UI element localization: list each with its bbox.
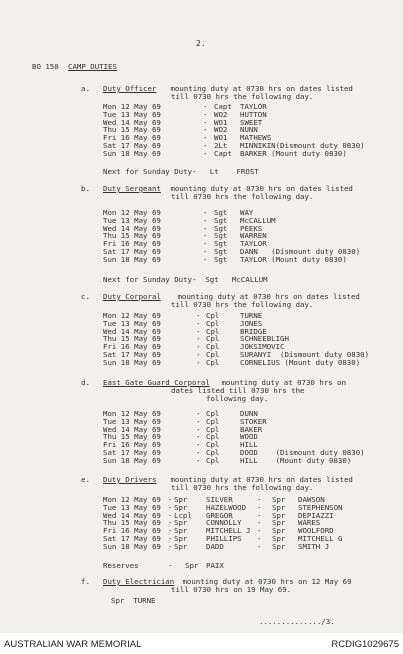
roster-dash: -: [196, 342, 201, 352]
roster-dash: -: [168, 541, 173, 551]
roster-rank: WO2: [214, 109, 228, 119]
roster-date: Tue 13 May 69: [103, 416, 161, 426]
page-number: 2.: [196, 39, 206, 48]
section-title-d: East Gate Guard Corporal: [103, 378, 210, 387]
roster-name: JONES: [240, 318, 263, 328]
section-text-c: till 0730 hrs the following day.: [171, 300, 314, 309]
section-text-a: till 0730 hrs the following day.: [171, 92, 314, 101]
archive-footer: [0, 633, 403, 654]
roster-name: CORNELIUS (Mount duty 0830): [240, 357, 361, 367]
section-text-e: till 0730 hrs the following day.: [171, 483, 314, 492]
continuation-marker: ............../3.: [259, 617, 335, 626]
roster-dash: -: [196, 311, 201, 320]
driver-rank: Spr: [272, 502, 286, 512]
roster-rank: Cpl: [206, 311, 220, 320]
roster-name: DUNN: [240, 409, 258, 418]
roster-dash: -: [257, 526, 262, 536]
roster-rank: Sgt: [214, 208, 228, 217]
roster-rank: WO2: [214, 125, 228, 135]
roster-dash: -: [196, 440, 201, 450]
roster-dash: -: [203, 102, 208, 111]
roster-dash: -: [168, 510, 173, 520]
roster-rank: Cpl: [206, 326, 220, 336]
reserves-rank: Spr: [185, 561, 199, 570]
section-text-d: dates listed till 0730 hrs the: [171, 386, 305, 395]
driver-rank: Spr: [174, 541, 188, 551]
roster-dash: -: [203, 141, 208, 150]
roster-date: Sun 18 May 69: [103, 148, 161, 158]
driver-name: CONNOLLY: [206, 518, 242, 528]
roster-rank: Cpl: [206, 416, 220, 426]
document-heading: CAMP DUTIES: [68, 62, 117, 71]
roster-name: DOOD (Dismount duty 0830): [240, 448, 365, 457]
roster-date: Sun 18 May 69: [103, 455, 161, 465]
next-sunday-duty: Next for Sunday Duty- Lt FROST: [103, 167, 259, 176]
roster-rank: Capt: [214, 102, 232, 111]
section-text-b: till 0730 hrs the following day.: [171, 192, 314, 201]
roster-rank: Cpl: [206, 342, 220, 352]
driver-rank: Spr: [272, 518, 286, 528]
roster-dash: -: [203, 254, 208, 264]
driver-date: Wed 14 May 69: [103, 510, 161, 520]
footer-source: AUSTRALIAN WAR MEMORIAL: [4, 639, 142, 650]
roster-rank: Cpl: [206, 455, 220, 465]
roster-date: Wed 14 May 69: [103, 326, 161, 336]
driver-date: Tue 13 May 69: [103, 502, 161, 512]
roster-date: Wed 14 May 69: [103, 223, 161, 233]
roster-date: Tue 13 May 69: [103, 318, 161, 328]
section-text-f: mounting duty at 0730 hrs on 12 May 69: [178, 577, 352, 586]
roster-dash: -: [196, 416, 201, 426]
roster-rank: WO1: [214, 133, 228, 143]
section-title-e: Duty Drivers: [103, 475, 157, 484]
driver-name: DAWSON: [298, 495, 325, 504]
section-title-f: Duty Electrician: [103, 577, 175, 586]
roster-date: Thu 15 May 69: [103, 334, 161, 344]
roster-rank: Sgt: [214, 254, 228, 264]
driver-rank: Spr: [174, 526, 188, 536]
driver-rank: Lcpl: [174, 510, 192, 520]
roster-dash: -: [168, 518, 173, 528]
roster-rank: Cpl: [206, 440, 220, 450]
roster-dash: -: [257, 534, 262, 543]
roster-name: STOKER: [240, 416, 267, 426]
driver-date: Sun 18 May 69: [103, 541, 161, 551]
section-letter-a: a.: [81, 84, 90, 93]
section-text-b: mounting duty at 0730 hrs on dates listed: [166, 184, 353, 193]
roster-rank: Cpl: [206, 334, 220, 344]
roster-date: Fri 16 May 69: [103, 239, 161, 249]
roster-name: WOOD: [240, 432, 258, 442]
roster-name: TURNE: [240, 311, 263, 320]
roster-dash: -: [257, 502, 262, 512]
roster-date: Fri 16 May 69: [103, 342, 161, 352]
roster-dash: -: [168, 561, 173, 570]
driver-date: Fri 16 May 69: [103, 526, 161, 536]
section-letter-e: e.: [81, 475, 90, 484]
roster-date: Sat 17 May 69: [103, 350, 161, 359]
reserves-name: PAIX: [206, 561, 224, 570]
roster-dash: -: [168, 526, 173, 536]
roster-name: SURANYI (Dismount duty 0830): [240, 350, 370, 359]
roster-date: Fri 16 May 69: [103, 133, 161, 143]
section-text-c: mounting duty at 0730 hrs on dates listed: [173, 292, 360, 301]
roster-rank: Capt: [214, 148, 232, 158]
roster-dash: -: [196, 326, 201, 336]
section-title-b: Duty Sergeant: [103, 184, 161, 193]
driver-date: Sat 17 May 69: [103, 534, 161, 543]
driver-rank: Spr: [272, 526, 286, 536]
roster-rank: Cpl: [206, 432, 220, 442]
roster-dash: -: [203, 239, 208, 249]
roster-dash: -: [196, 448, 201, 457]
roster-name: McCALLUM: [240, 215, 276, 225]
roster-rank: Cpl: [206, 357, 220, 367]
roster-dash: -: [196, 334, 201, 344]
roster-name: TAYLOR: [240, 239, 267, 249]
driver-name: WOOLFORD: [298, 526, 334, 536]
roster-dash: -: [203, 133, 208, 143]
driver-rank: Spr: [174, 495, 188, 504]
roster-date: Wed 14 May 69: [103, 424, 161, 434]
roster-date: Mon 12 May 69: [103, 409, 161, 418]
section-title-c: Duty Corporal: [103, 292, 161, 301]
section-letter-b: b.: [81, 184, 90, 193]
section-text-d: mounting duty at 0730 hrs on: [217, 378, 347, 387]
roster-name: BRIDGE: [240, 326, 267, 336]
driver-rank: Spr: [272, 541, 286, 551]
roster-date: Wed 14 May 69: [103, 117, 161, 127]
electrician-name: Spr TURNE: [111, 596, 156, 605]
roster-dash: -: [196, 318, 201, 328]
driver-name: DEPIAZZI: [298, 510, 334, 520]
roster-dash: -: [257, 495, 262, 504]
driver-name: HAZELWOOD: [206, 502, 247, 512]
driver-name: STEPHENSON: [298, 502, 343, 512]
roster-dash: -: [203, 117, 208, 127]
roster-name: PEEKS: [240, 223, 263, 233]
roster-name: MATHEWS: [240, 133, 272, 143]
driver-name: GREGOR: [206, 510, 233, 520]
driver-rank: Spr: [272, 510, 286, 520]
driver-rank: Spr: [174, 502, 188, 512]
section-letter-d: d.: [81, 378, 90, 387]
roster-date: Thu 15 May 69: [103, 432, 161, 442]
roster-dash: -: [257, 510, 262, 520]
driver-rank: Spr: [174, 534, 188, 543]
roster-rank: Cpl: [206, 448, 220, 457]
driver-name: DADD: [206, 541, 224, 551]
roster-dash: -: [203, 148, 208, 158]
roster-date: Sat 17 May 69: [103, 247, 161, 256]
roster-date: Fri 16 May 69: [103, 440, 161, 450]
roster-date: Tue 13 May 69: [103, 109, 161, 119]
roster-name: HUTTON: [240, 109, 267, 119]
roster-name: WAY: [240, 208, 254, 217]
roster-name: SCHNEEBLIGH: [240, 334, 289, 344]
driver-name: WARES: [298, 518, 321, 528]
roster-name: NUNN: [240, 125, 258, 135]
roster-dash: -: [196, 432, 201, 442]
section-letter-c: c.: [81, 292, 90, 301]
driver-name: PHILLIPS: [206, 534, 242, 543]
driver-date: Thu 15 May 69: [103, 518, 161, 528]
driver-name: SILVER: [206, 495, 233, 504]
roster-dash: -: [196, 350, 201, 359]
driver-name: MITCHELL J: [206, 526, 251, 536]
section-text-a: mounting duty at 0730 hrs on dates listed: [166, 84, 353, 93]
section-text-e: mounting duty at 0730 hrs on dates listed: [166, 475, 353, 484]
roster-rank: Cpl: [206, 424, 220, 434]
roster-date: Sat 17 May 69: [103, 141, 161, 150]
roster-dash: -: [203, 231, 208, 241]
roster-date: Mon 12 May 69: [103, 208, 161, 217]
roster-dash: -: [196, 455, 201, 465]
driver-rank: Spr: [272, 495, 286, 504]
roster-rank: Cpl: [206, 350, 220, 359]
roster-dash: -: [203, 109, 208, 119]
roster-date: Sat 17 May 69: [103, 448, 161, 457]
section-text-d: following day.: [206, 394, 269, 403]
roster-dash: -: [196, 424, 201, 434]
roster-dash: -: [168, 502, 173, 512]
roster-rank: 2Lt: [214, 141, 228, 150]
roster-dash: -: [203, 223, 208, 233]
footer-catalogue-id: RCDIG1029675: [331, 639, 399, 650]
roster-rank: Sgt: [214, 231, 228, 241]
reserves-label: Reserves: [103, 561, 139, 570]
roster-name: DANN (Dismount duty 0830): [240, 247, 361, 256]
roster-date: Sun 18 May 69: [103, 254, 161, 264]
roster-name: HILL: [240, 440, 258, 450]
section-letter-f: f.: [81, 577, 90, 586]
roster-rank: WO1: [214, 117, 228, 127]
roster-dash: -: [196, 357, 201, 367]
roster-name: HILL (Mount duty 0830): [240, 455, 352, 465]
roster-name: SWEET: [240, 117, 263, 127]
roster-name: MINNIKIN(Dismount duty 0830): [240, 141, 365, 150]
roster-date: Mon 12 May 69: [103, 102, 161, 111]
roster-dash: -: [257, 518, 262, 528]
document-reference: BO 150: [32, 62, 59, 71]
roster-date: Thu 15 May 69: [103, 231, 161, 241]
roster-date: Tue 13 May 69: [103, 215, 161, 225]
driver-rank: Spr: [174, 518, 188, 528]
roster-dash: -: [203, 125, 208, 135]
roster-rank: Sgt: [214, 215, 228, 225]
roster-dash: -: [168, 534, 173, 543]
roster-name: TAYLOR: [240, 102, 267, 111]
roster-name: WARREN: [240, 231, 267, 241]
roster-dash: -: [203, 247, 208, 256]
roster-rank: Sgt: [214, 223, 228, 233]
roster-dash: -: [203, 208, 208, 217]
driver-date: Mon 12 May 69: [103, 495, 161, 504]
roster-name: JOKSIMOVIC: [240, 342, 285, 352]
roster-name: TAYLOR (Mount duty 0830): [240, 254, 347, 264]
roster-dash: -: [203, 215, 208, 225]
roster-dash: -: [196, 409, 201, 418]
roster-dash: -: [257, 541, 262, 551]
roster-rank: Sgt: [214, 239, 228, 249]
roster-rank: Sgt: [214, 247, 228, 256]
section-title-a: Duty Officer: [103, 84, 157, 93]
roster-name: BARKER (Mount duty 0830): [240, 148, 347, 158]
section-text-f: till 0730 hrs on 19 May 69.: [171, 585, 292, 594]
next-sunday-duty: Next for Sunday Duty- Sgt McCALLUM: [103, 275, 268, 284]
driver-name: SMITH J: [298, 541, 330, 551]
roster-date: Sun 18 May 69: [103, 357, 161, 367]
driver-name: MITCHELL G: [298, 534, 343, 543]
roster-rank: Cpl: [206, 409, 220, 418]
roster-date: Mon 12 May 69: [103, 311, 161, 320]
roster-rank: Cpl: [206, 318, 220, 328]
driver-rank: Spr: [272, 534, 286, 543]
roster-date: Thu 15 May 69: [103, 125, 161, 135]
roster-dash: -: [168, 495, 173, 504]
roster-name: BAKER: [240, 424, 263, 434]
